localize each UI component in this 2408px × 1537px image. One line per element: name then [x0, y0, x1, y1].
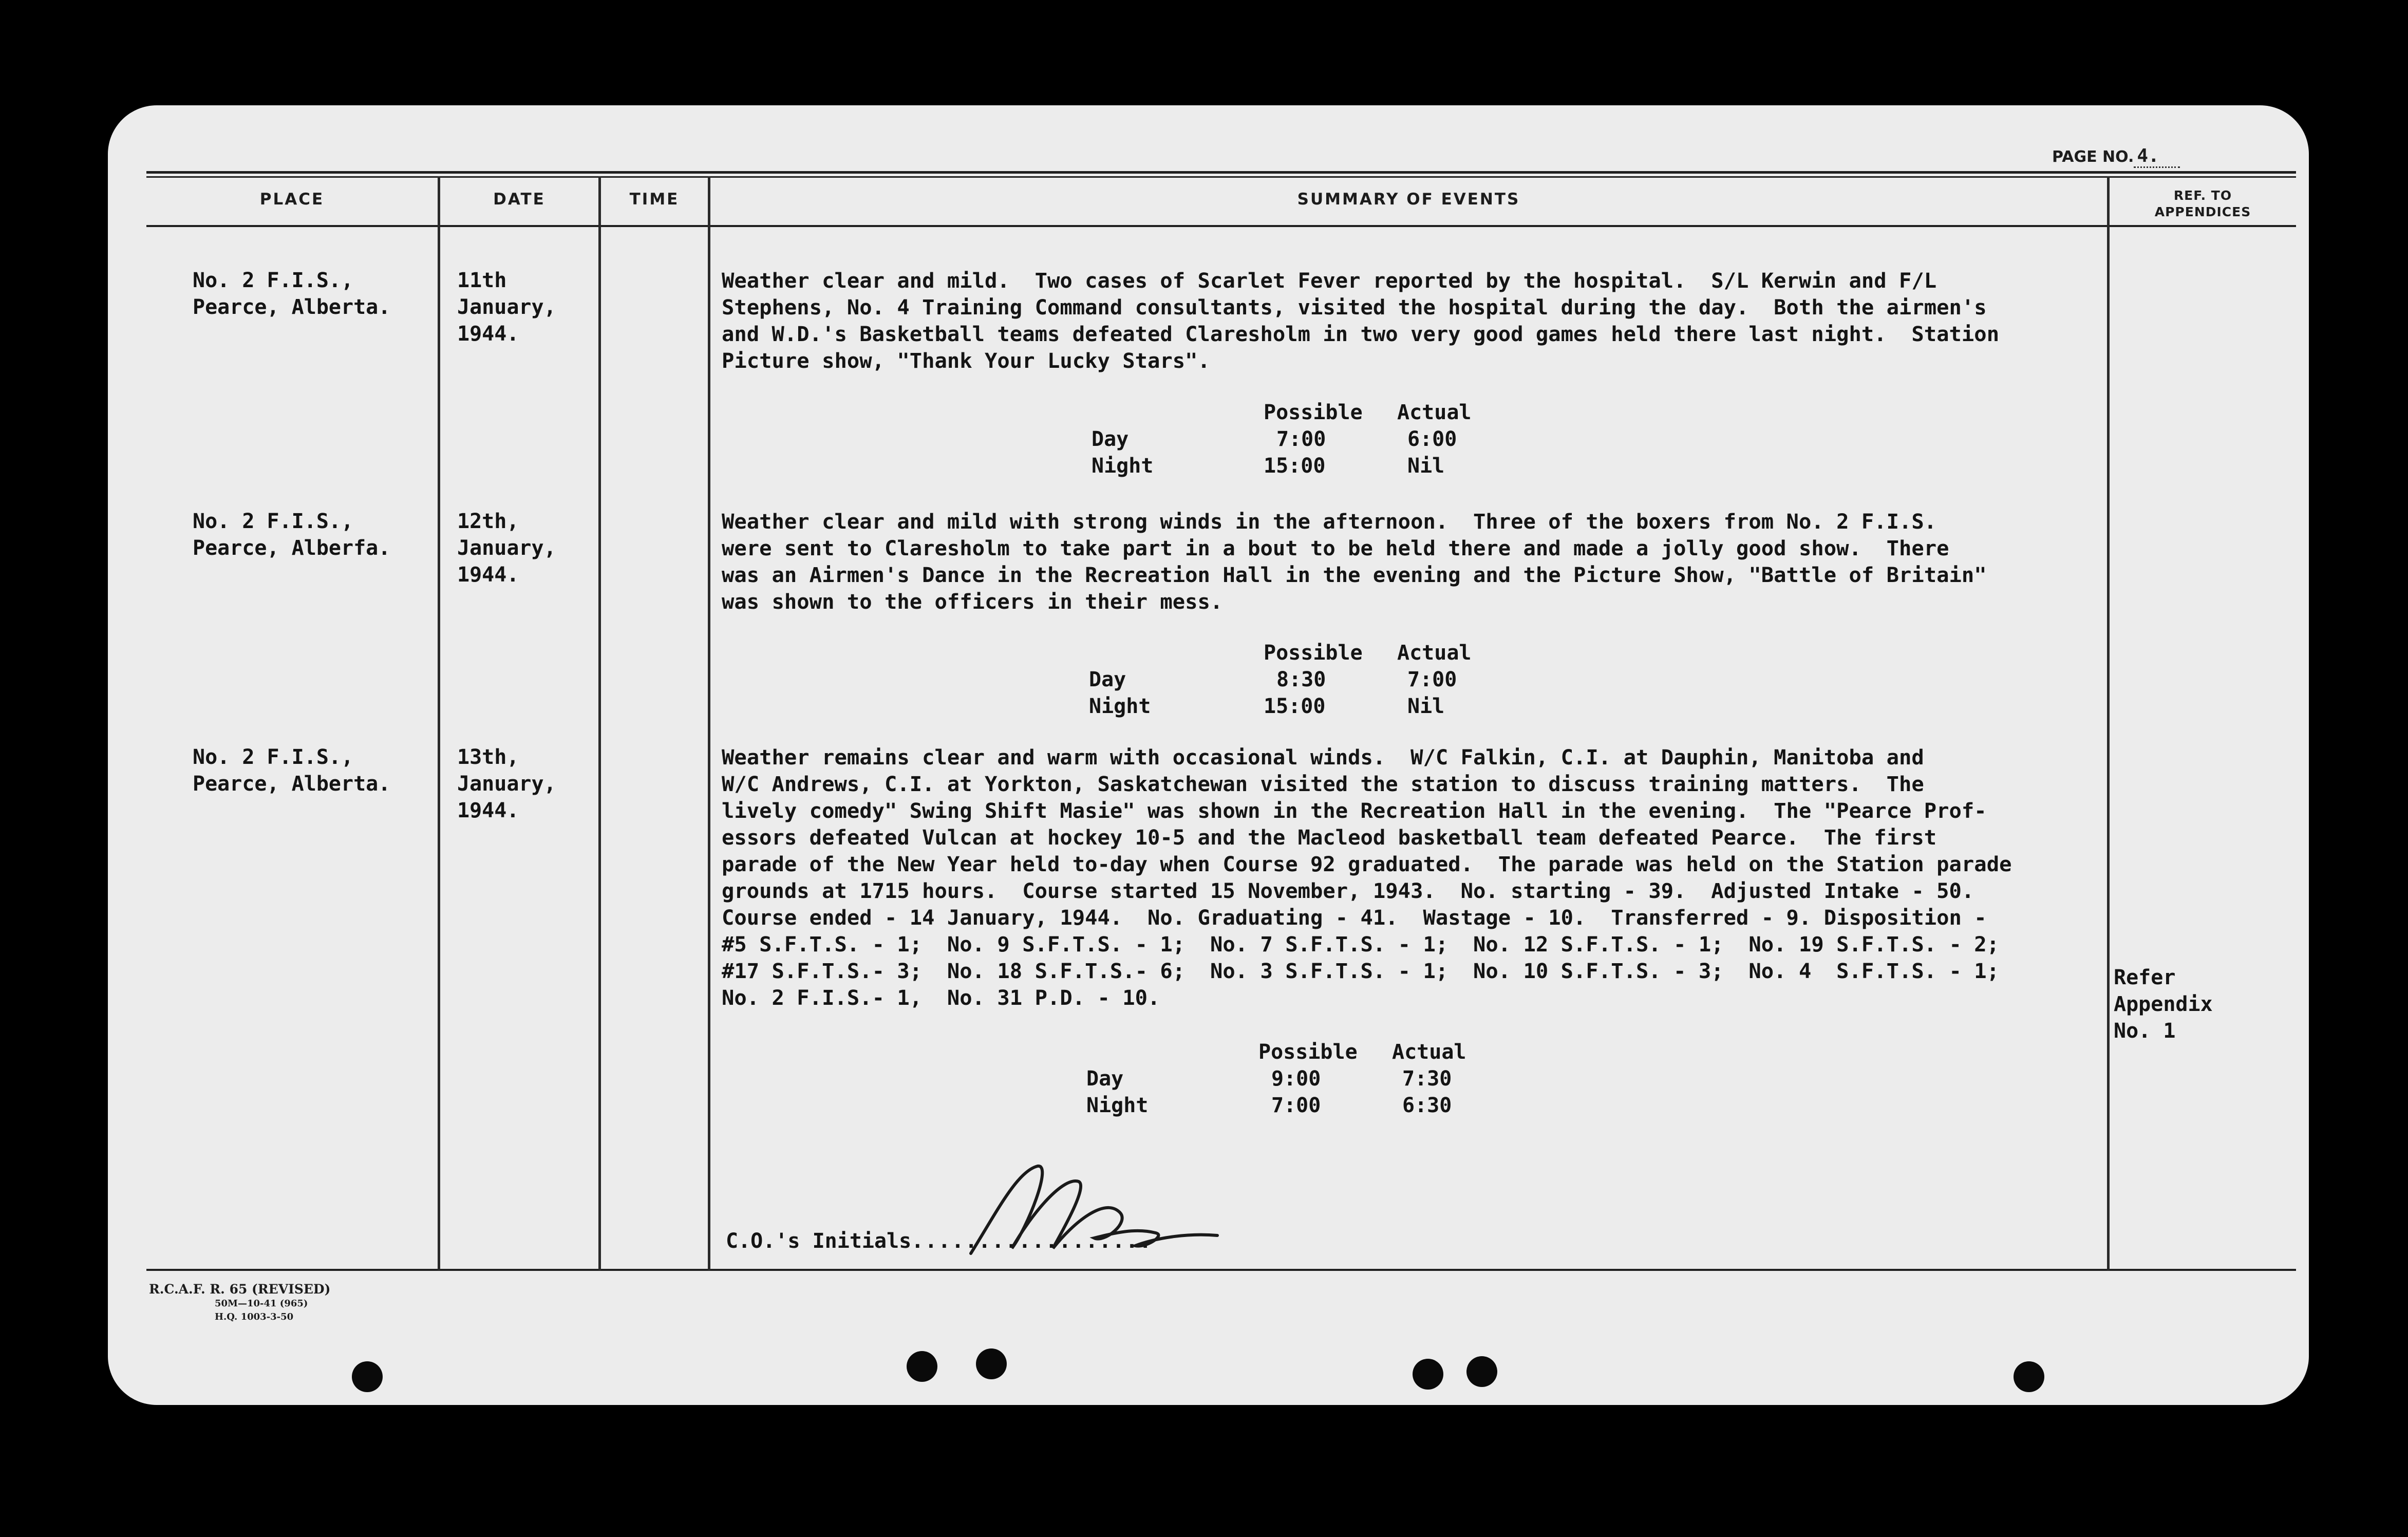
entry-3-night-label: Night — [1086, 1094, 1149, 1117]
entry-3-day-actual: 7:30 — [1402, 1067, 1452, 1091]
entry-1-night-actual: Nil — [1407, 454, 1445, 478]
bottom-rule — [146, 1269, 2296, 1271]
entry-1-day-actual: 6:00 — [1407, 427, 1457, 451]
entry-1-col-actual: Actual — [1397, 401, 1472, 424]
entry-1-day-label: Day — [1092, 427, 1129, 451]
header-summary: SUMMARY OF EVENTS — [1297, 190, 1520, 209]
header-rule — [146, 225, 2296, 227]
entry-3-appendix-ref: Refer Appendix No. 1 — [2114, 966, 2213, 1043]
entry-1-place: No. 2 F.I.S., Pearce, Alberta. — [193, 269, 391, 319]
column-rule-place — [438, 176, 440, 1270]
entry-3-day-possible: 9:00 — [1271, 1067, 1321, 1091]
header-date: DATE — [493, 190, 545, 209]
top-rule-2 — [146, 176, 2296, 178]
entry-2-date: 12th, January, 1944. — [457, 510, 556, 587]
column-rule-summary — [2107, 176, 2110, 1270]
entry-2-night-possible: 15:00 — [1264, 695, 1326, 718]
entry-2-place: No. 2 F.I.S., Pearce, Alberfa. — [193, 510, 391, 560]
entry-2-night-label: Night — [1089, 695, 1151, 718]
entry-2-col-possible: Possible — [1264, 641, 1363, 665]
entry-2-night-actual: Nil — [1407, 695, 1445, 718]
binder-hole — [907, 1351, 937, 1382]
entry-3-col-possible: Possible — [1258, 1040, 1358, 1064]
entry-3-date: 13th, January, 1944. — [457, 745, 556, 822]
form-number: R.C.A.F. R. 65 (REVISED) — [149, 1282, 331, 1297]
entry-3-summary: Weather remains clear and warm with occasional winds. W/C Falkin, C.I. at Dauphin, Manitoba and W/C Andrews, C.I. at Yorkton, Saskatchewan visited the station to discuss training matters. The lively comedy" Swing Shift Masie" was shown in the Recreation Hall in the evening. The "Pearce Prof- essors defeated Vulcan at hockey 10-5 and the Macleod basketball team defeated Pearce. The first parade of the New Year held to-day when Course 92 graduated. The parade was held on the Station parade grounds at 1715 hours. Course started 15 November, 1943. No. starting - 39. Adjusted Intake - 50. Course ended - 14 January, 1944. No. Graduating - 41. Wastage - 10. Transferred - 9. Disposition - #5 S.F.T.S. - 1; No. 9 S.F.T.S. - 1; No. 7 S.F.T.S. - 1; No. 12 S.F.T.S. - 1; No. 19 S.F.T.S. - 2; #17 S.F.T.S.- 3; No. 18 S.F.T.S.- 6; No. 3 S.F.T.S. - 1; No. 10 S.F.T.S. - 3; No. 4 S.F.T.S. - 1; No. 2 F.I.S.- 1, No. 31 P.D. - 10. — [722, 745, 2012, 1010]
column-rule-time — [708, 176, 710, 1270]
form-hq-code: H.Q. 1003-3-50 — [215, 1311, 294, 1322]
entry-1-day-possible: 7:00 — [1276, 427, 1326, 451]
entry-1-night-possible: 15:00 — [1264, 454, 1326, 478]
entry-3-night-possible: 7:00 — [1271, 1094, 1321, 1117]
entry-2-day-actual: 7:00 — [1407, 668, 1457, 691]
binder-hole — [1466, 1356, 1497, 1387]
binder-hole — [2014, 1361, 2044, 1392]
header-time: TIME — [629, 190, 680, 209]
binder-hole — [1413, 1359, 1443, 1390]
entry-1-date: 11th January, 1944. — [457, 269, 556, 346]
entry-3-place: No. 2 F.I.S., Pearce, Alberta. — [193, 745, 391, 796]
top-rule — [146, 171, 2296, 174]
entry-2-col-actual: Actual — [1397, 641, 1472, 665]
co-signature — [950, 1151, 1320, 1269]
co-initials-line: C.O.'s Initials.................. — [726, 1229, 1153, 1253]
entry-3-col-actual: Actual — [1392, 1040, 1466, 1064]
column-rule-date — [598, 176, 601, 1270]
page-number-label: PAGE NO. 4. — [2052, 145, 2180, 166]
entry-1-night-label: Night — [1092, 454, 1154, 478]
binder-hole — [976, 1348, 1007, 1379]
binder-hole — [352, 1361, 383, 1392]
entry-2-summary: Weather clear and mild with strong winds in the afternoon. Three of the boxers from No. 2 F.I.S. were sent to Claresholm to take part in a bout to be held there and made a jolly good show. There was an Airmen's Dance in the Recreation Hall in the evening and the Picture Show, "Battle of Britain" was shown to the officers in their mess. — [722, 509, 1987, 614]
entry-3-day-label: Day — [1086, 1067, 1124, 1091]
entry-1-summary: Weather clear and mild. Two cases of Scarlet Fever reported by the hospital. S/L Kerwin and F/L Stephens, No. 4 Training Command consultants, visited the hospital during the day. Both the airmen's and W.D.'s Basketball teams defeated Claresholm in two very good games held there last night. Station Picture show, "Thank Your Lucky Stars". — [722, 268, 2000, 373]
entry-2-day-label: Day — [1089, 668, 1126, 691]
entry-3-night-actual: 6:30 — [1402, 1094, 1452, 1117]
diary-page-card — [108, 105, 2309, 1405]
entry-2-day-possible: 8:30 — [1276, 668, 1326, 691]
form-print-code: 50M—10-41 (965) — [215, 1298, 308, 1309]
header-place: PLACE — [259, 190, 325, 209]
header-ref: REF. TO APPENDICES — [2154, 188, 2251, 219]
entry-1-col-possible: Possible — [1264, 401, 1363, 424]
